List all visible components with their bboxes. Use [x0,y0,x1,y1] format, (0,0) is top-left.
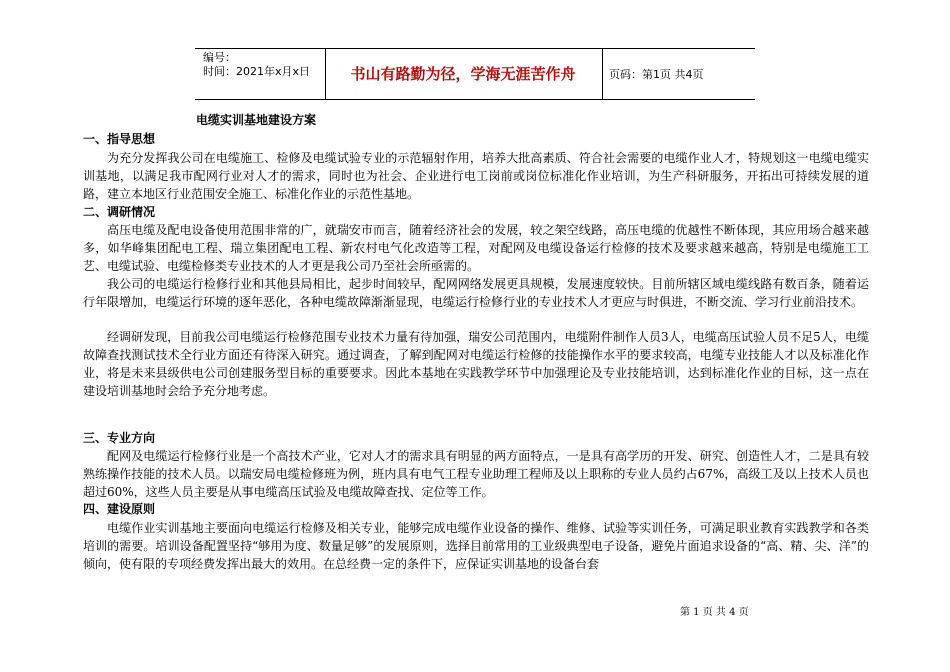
header-meta [203,51,310,79]
section-heading: 四、建设原则 [83,502,156,516]
page-footer: 第 1 页 共 4 页 [680,607,749,618]
paragraph: 高压电缆及配电设备使用范围非常的广，就瑞安市而言，随着经济社会的发展，较之架空线路，高压电缆的优越性不断体现，其应用场合越来越多，如华峰集团配电工程、瑞立集团配电工程、新农村电气化改造等工程，对配网及电缆设备运行检修的技术及要求越来越高，特别是电缆施工工艺、电缆试验、电缆检修类专业技术的人才更是我公司乃至社会所亟需的。 [83,223,869,273]
paragraph: 经调研发现，目前我公司电缆运行检修范围专业技术力量有待加强，瑞安公司范围内，电缆附件制作人员3人，电缆高压试验人员不足5人，电缆故障查找测试技术全行业方面还有待深入研究。通过调查，了解到配网对电缆运行检修的技能操作水平的要求较高，电缆专业技能人才以及标准化作业，将是未来县级供电公司创建服务型目标的重要要求。因此本基地在实践教学环节中加强理论及专业技能培训，达到标准化作业的目标，这一点在建设培训基地时会给予充分地考虑。 [83,330,869,398]
paragraph: 配网及电缆运行检修行业是一个高技术产业，它对人才的需求具有明显的两方面特点，一是具有高学历的开发、研究、创造性人才，二是具有较熟练操作技能的技术人员。以瑞安局电缆检修班为例，班内具有电气工程专业助理工程师及以上职称的专业人员约占67%，高级工及以上技术人员也超过60%，这些人员主要是从事电缆高压试验及电缆故障查找、定位等工作。 [83,449,869,499]
header-divider [325,49,326,99]
header-page-code: 页码：第1页 共4页 [609,68,704,81]
paragraph: 电缆作业实训基地主要面向电缆运行检修及相关专业，能够完成电缆作业设备的操作、维修、试验等实训任务，可满足职业教育实践教学和各类培训的需要。培训设备配置坚持“够用为度、数量足够”的发展原则，选择目前常用的工业级典型电子设备，避免片面追求设备的“高、精、尖、洋”的倾向，使有限的专项经费发挥出最大的效用。在总经费一定的条件下，应保证实训基地的设备台套 [83,521,869,571]
time-label: 时间：2021年x月x日 [203,65,311,78]
section-heading: 三、专业方向 [83,431,156,445]
number-label: 编号： [203,51,236,64]
section-heading: 一、指导思想 [83,132,156,146]
paragraph: 我公司的电缆运行检修行业和其他县局相比，起步时间较早，配网网络发展更具规模，发展速度较快。目前所辖区域电缆线路有数百条，随着运行年限增加，电缆运行环境的逐年恶化，各种电缆故障渐渐显现，电缆运行检修行业的专业技术人才更应与时俱进，不断交流、学习行业前沿技术。 [83,277,869,309]
header-divider [602,49,603,99]
document-title: 电缆实训基地建设方案 [196,113,317,127]
paragraph: 为充分发挥我公司在电缆施工、检修及电缆试验专业的示范辐射作用，培养大批高素质、符合社会需要的电缆作业人才，特规划这一电缆电缆实训基地，以满足我市配网行业对人才的需求，同时也为社会、企业进行电工岗前或岗位标准化作业培训，为生产科研服务，开拓出可持续发展的道路，建立本地区行业范围安全施工、标准化作业的示范性基地。 [83,151,869,201]
page-header [195,48,755,100]
section-heading: 二、调研情况 [83,205,156,219]
header-motto: 书山有路勤为径，学海无涯苦作舟 [350,65,576,83]
